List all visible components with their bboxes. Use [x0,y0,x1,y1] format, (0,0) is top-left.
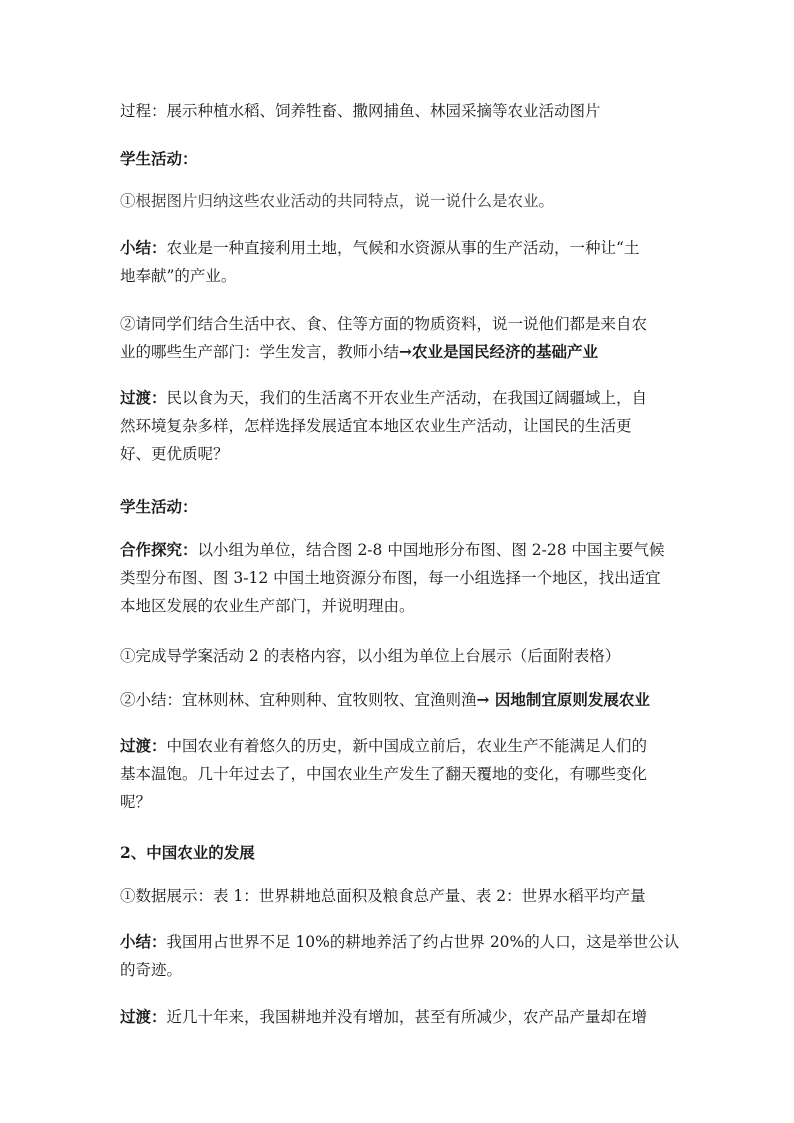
item-text: ①完成导学案活动 2 的表格内容，以小组为单位上台展示（后面附表格） [120,647,621,665]
conclusion-text: 因地制宜原则发展农业 [489,690,650,709]
activity-item-1 [120,187,680,215]
transition-label: 过渡： [120,1007,167,1026]
process-text: 过程：展示种植水稻、饲养牲畜、撒网捕鱼、林园采摘等农业活动图片 [120,102,601,120]
data-display-item [120,882,680,910]
transition-label: 过渡： [120,736,167,755]
transition-paragraph-3 [120,1003,680,1031]
item-text: ①根据图片归纳这些农业活动的共同特点，说一说什么是农业。 [120,192,555,210]
transition-line: 近几十年来，我国耕地并没有增加，甚至有所减少，农产品产量却在增 [166,1008,648,1026]
activity-item-3 [120,642,680,670]
inquiry-line: 类型分布图、图 3-12 中国土地资源分布图，每一小组选择一个地区，找出适宜 [120,569,661,587]
arrow-glyph: → [399,342,413,361]
inquiry-label: 合作探究： [120,540,198,559]
process-paragraph [120,97,680,125]
summary-item-4 [120,686,680,714]
transition-paragraph-1 [120,384,680,468]
summary-text: ②小结：宜林则林、宜种则种、宜牧则牧、宜渔则渔 [120,691,477,709]
transition-line: 中国农业有着悠久的历史，新中国成立前后，农业生产不能满足人们的 [166,737,648,755]
arrow-glyph: → [476,690,490,709]
summary-paragraph-2 [120,928,680,984]
summary-line: 农业是一种直接利用土地，气候和水资源从事的生产活动，一种让“土 [166,239,640,257]
transition-label: 过渡： [120,388,167,407]
summary-label: 小结： [120,238,167,257]
item-text: ①数据展示：表 1：世界耕地总面积及粮食总产量、表 2：世界水稻平均产量 [120,887,646,905]
transition-line: 呢？ [120,793,152,811]
summary-label: 小结： [120,932,167,951]
inquiry-line: 本地区发展的农业生产部门，并说明理由。 [120,597,415,615]
item-line: ②请同学们结合生活中衣、食、住等方面的物质资料，说一说他们都是来自农 [120,315,648,333]
summary-line: 我国用占世界不足 10%的耕地养活了约占世界 20%的人口，这是举世公认 [166,933,680,951]
item-line: 业的哪些生产部门：学生发言，教师小结 [120,343,400,361]
summary-line: 地奉献”的产业。 [120,267,237,285]
cooperative-inquiry-paragraph [120,536,680,620]
transition-line: 民以食为天，我们的生活离不开农业生产活动，在我国辽阔疆域上，自 [166,389,648,407]
transition-line: 好、更优质呢？ [120,445,229,463]
student-activity-heading-1 [120,145,680,173]
transition-line: 基本温饱。几十年过去了，中国农业生产发生了翻天覆地的变化，有哪些变化 [120,765,648,783]
transition-line: 然环境复杂多样，怎样选择发展适宜本地区农业生产活动，让国民的生活更 [120,417,632,435]
summary-paragraph-1 [120,234,680,290]
activity-item-2 [120,310,680,366]
heading-text: 2、中国农业的发展 [120,843,255,862]
heading-text: 学生活动： [120,149,198,168]
inquiry-line: 以小组为单位，结合图 2-8 中国地形分布图、图 2-28 中国主要气候 [197,541,665,559]
summary-line: 的奇迹。 [120,961,183,979]
student-activity-heading-2 [120,493,680,521]
section-heading-development [120,839,680,867]
heading-text: 学生活动： [120,497,198,516]
conclusion-text: 农业是国民经济的基础产业 [412,342,599,361]
transition-paragraph-2 [120,732,680,816]
